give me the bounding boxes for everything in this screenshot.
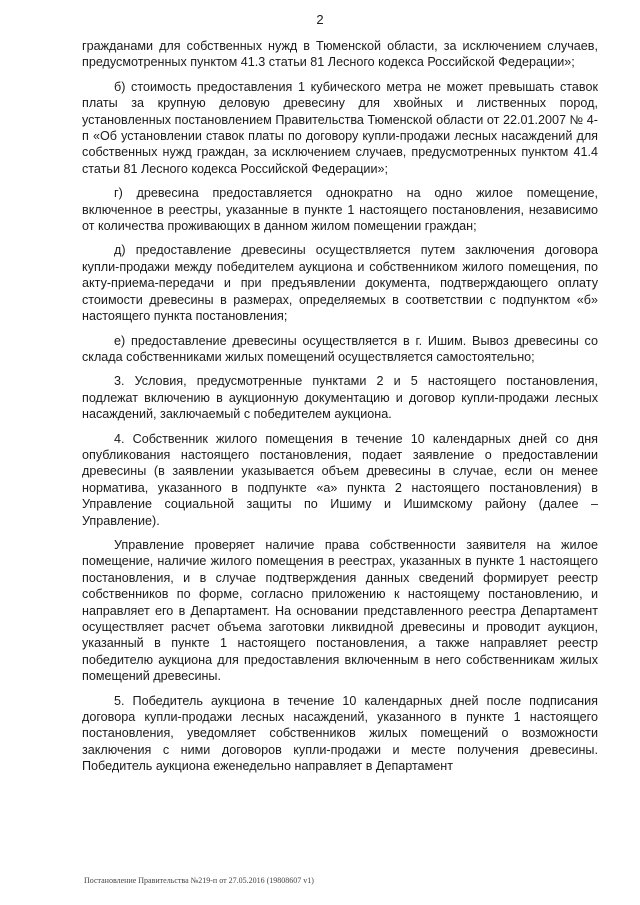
paragraph-item-3: 3. Условия, предусмотренные пунктами 2 и 5 настоящего постановления, подлежат включению в аукционную документацию и договор купли-продажи лесных насаждений, заключаемый с победителем аукциона. — [82, 374, 598, 422]
paragraph-subitem-g: г) древесина предоставляется однократно на одно жилое помещение, включенное в реестры, указанные в пункте 1 настоящего постановления, независимо от количества проживающих в данном жилом помещении граждан; — [82, 186, 598, 234]
paragraph-item-4: 4. Собственник жилого помещения в течение 10 календарных дней со дня опубликования настоящего постановления, подает заявление о предоставлении древесины (в заявлении указывается объем древесины в случае, если он менее норматива, указанного в подпункте «а» пункта 2 настоящего постановления) в Управление социальной защиты по Ишиму и Ишимскому району (далее – Управление). — [82, 431, 598, 528]
paragraph-subitem-d: д) предоставление древесины осуществляется путем заключения договора купли-продажи между победителем аукциона и собственником жилого помещения, по акту-приема-передачи и при предъявлении документа, подтверждающего оплату стоимости древесины в размерах, определяемых в соответствии с подпунктом «б» настоящего пункта постановления; — [82, 243, 598, 324]
paragraph-subitem-e: е) предоставление древесины осуществляется в г. Ишим. Вывоз древесины со склада собственниками жилых помещений осуществляется самостоятельно; — [82, 333, 598, 364]
paragraph-subitem-b: б) стоимость предоставления 1 кубического метра не может превышать ставок платы за крупную деловую древесину для хвойных и лиственных пород, установленных постановлением Правительства Тюменской области от 22.01.2007 № 4-п «Об установлении ставок платы по договору купли-продажи лесных насаждений для собственных нужд граждан, за исключением случаев, предусмотренных пунктом 41.4 статьи 81 Лесного кодекса Российской Федерации»; — [82, 79, 598, 176]
document-footer: Постановление Правительства №219-п от 27.05.2016 (19808607 v1) — [84, 876, 314, 885]
paragraph-continuation: гражданами для собственных нужд в Тюменской области, за исключением случаев, предусмотренных пунктом 41.3 статьи 81 Лесного кодекса Российской Федерации»; — [82, 39, 598, 70]
document-body — [82, 38, 598, 783]
page-number: 2 — [316, 12, 324, 27]
paragraph-item-5: 5. Победитель аукциона в течение 10 календарных дней после подписания договора купли-продажи лесных насаждений, указанного в пункте 1 настоящего постановления, уведомляет собственников жилых помещений о возможности заключения с ними договоров купли-продажи и месте получения древесины. Победитель аукциона еженедельно направляет в Департамент — [82, 693, 598, 774]
paragraph-management: Управление проверяет наличие права собственности заявителя на жилое помещение, наличие жилого помещения в реестрах, указанных в пункте 1 настоящего постановления, и в случае подтверждения данных сведений формирует реестр собственников по форме, согласно приложению к настоящему постановлению, и направляет его в Департамент. На основании представленного реестра Департамент осуществляет расчет объема заготовки ликвидной древесины и проводит аукцион, указанный в пункте 1 настоящего постановления, а также направляет реестр победителю аукциона для предоставления включенным в него собственникам жилых помещений древесины. — [82, 537, 598, 684]
